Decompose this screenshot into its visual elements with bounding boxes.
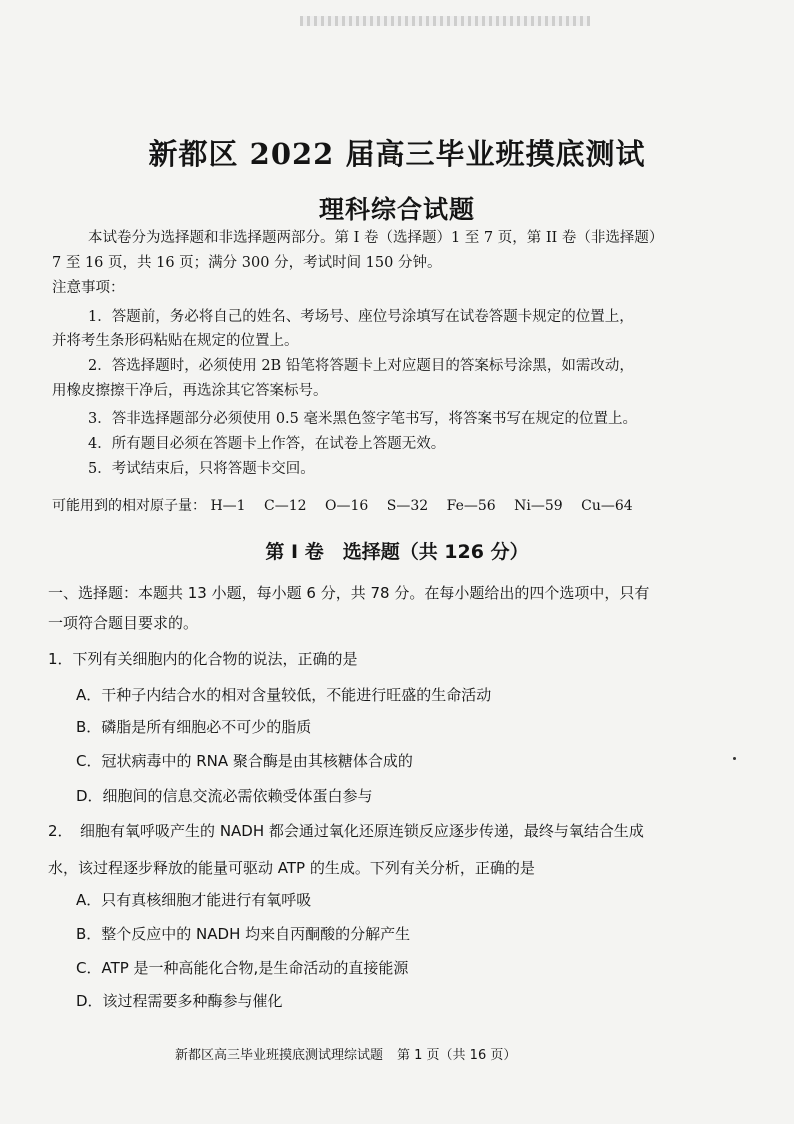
notice-4: 4．所有题目必须在答题卡上作答，在试卷上答题无效。 <box>88 436 446 452</box>
atomic-mass-item: H—1 <box>210 498 246 514</box>
atomic-mass-item: O—16 <box>325 498 369 514</box>
question-2-option-b: B．整个反应中的 NADH 均来自丙酮酸的分解产生 <box>76 925 411 943</box>
scan-speck <box>733 757 736 760</box>
notice-1-line-2: 并将考生条形码粘贴在规定的位置上。 <box>52 333 299 349</box>
question-2-stem-line-2: 水，该过程逐步释放的能量可驱动 ATP 的生成。下列有关分析，正确的是 <box>48 859 535 877</box>
question-1-stem: 1．下列有关细胞内的化合物的说法，正确的是 <box>48 650 358 668</box>
notice-1-line-1: 1．答题前，务必将自己的姓名、考场号、座位号涂填写在试卷答题卡规定的位置上， <box>88 309 634 325</box>
atomic-mass-item: C—12 <box>264 498 307 514</box>
question-2-option-d: D．该过程需要多种酶参与催化 <box>76 992 283 1010</box>
footer-page-number: 第 1 页（共 16 页） <box>397 1048 517 1063</box>
notice-3: 3．答非选择题部分必须使用 0.5 毫米黑色签字笔书写，将答案书写在规定的位置上。 <box>88 411 638 427</box>
question-1-option-a: A．干种子内结合水的相对含量较低，不能进行旺盛的生命活动 <box>76 686 492 704</box>
notice-heading: 注意事项： <box>52 280 125 296</box>
atomic-mass-item: Cu—64 <box>581 498 633 514</box>
notice-2-line-1: 2．答选择题时，必须使用 2B 铅笔将答题卡上对应题目的答案标号涂黑，如需改动， <box>88 358 634 374</box>
question-1-option-c: C．冠状病毒中的 RNA 聚合酶是由其核糖体合成的 <box>76 752 413 770</box>
section-title: 第 I 卷 选择题（共 126 分） <box>265 541 529 563</box>
atomic-mass-label: 可能用到的相对原子量： <box>52 498 206 514</box>
exam-title: 新都区 2022 届高三毕业班摸底测试 <box>148 137 646 171</box>
intro-line-1: 本试卷分为选择题和非选择题两部分。第 I 卷（选择题）1 至 7 页，第 II 卷（非选择题） <box>88 230 664 246</box>
question-1-option-b: B．磷脂是所有细胞必不可少的脂质 <box>76 718 312 736</box>
page-footer <box>175 1044 516 1063</box>
atomic-mass-item: S—32 <box>386 498 429 514</box>
section-description-line-2: 一项符合题目要求的。 <box>48 614 199 632</box>
exam-subtitle: 理科综合试题 <box>318 195 475 224</box>
notice-2-line-2: 用橡皮擦擦干净后，再选涂其它答案标号。 <box>52 383 328 399</box>
question-2-option-a: A．只有真核细胞才能进行有氧呼吸 <box>76 891 312 909</box>
notice-5: 5．考试结束后，只将答题卡交回。 <box>88 461 315 477</box>
atomic-mass-item: Ni—59 <box>514 498 563 514</box>
question-2-stem-line-1: 2． 细胞有氧呼吸产生的 NADH 都会通过氧化还原连锁反应逐步传递，最终与氧结合生成 <box>48 822 644 840</box>
atomic-mass-line <box>52 496 633 516</box>
question-1-option-d: D．细胞间的信息交流必需依赖受体蛋白参与 <box>76 787 373 805</box>
atomic-mass-item: Fe—56 <box>446 498 496 514</box>
intro-line-2: 7 至 16 页，共 16 页；满分 300 分，考试时间 150 分钟。 <box>52 255 442 271</box>
scan-artifact <box>300 16 590 26</box>
question-2-option-c: C．ATP 是一种高能化合物,是生命活动的直接能源 <box>76 959 409 977</box>
section-description-line-1: 一、选择题：本题共 13 小题，每小题 6 分，共 78 分。在每小题给出的四个选项中，只有 <box>48 584 650 602</box>
footer-title: 新都区高三毕业班摸底测试理综试题 <box>175 1048 384 1063</box>
